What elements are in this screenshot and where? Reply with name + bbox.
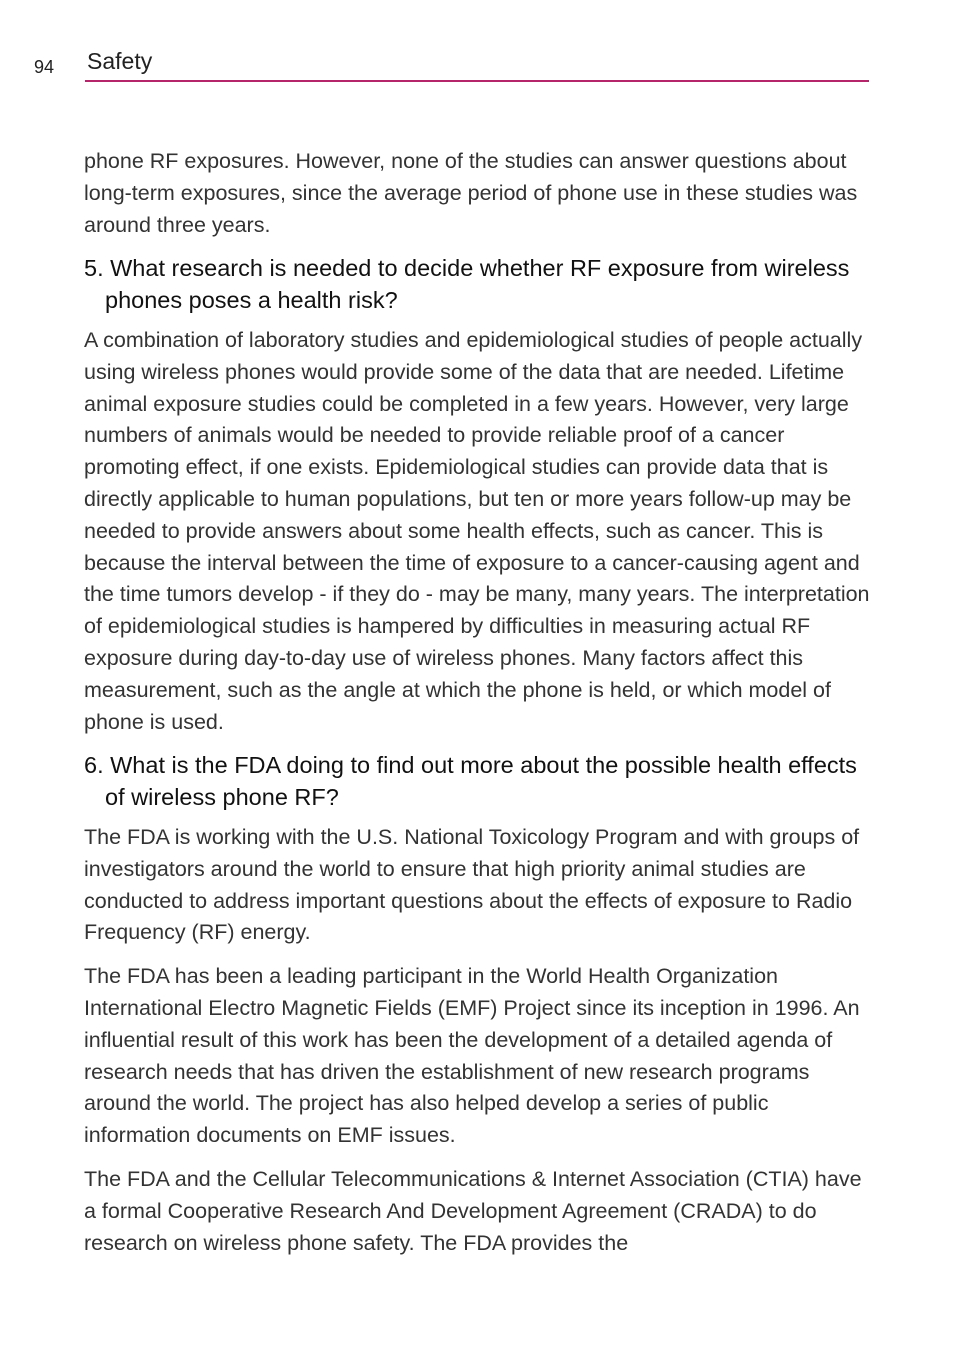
question-5-heading: 5. What research is needed to decide whether RF exposure from wireless phones poses a health risk? [84,255,850,314]
section-title: Safety [87,48,153,74]
question-6-heading: 6. What is the FDA doing to find out more about the possible health effects of wireless phone RF? [84,752,857,811]
question-6-paragraph-2: The FDA has been a leading participant in the World Health Organization International Electro Magnetic Fields (EMF) Project since its inception in 1996. An influential result of this work has been the development of a detailed agenda of research needs that has driven the establishment of new research programs around the world. The project has also helped develop a series of public information documents on EMF issues. [84,964,860,1148]
question-6-paragraph-3: The FDA and the Cellular Telecommunications & Internet Association (CTIA) have a formal Cooperative Research And Development Agreement (CRADA) to do research on wireless phone safety. The FDA provides the [84,1166,862,1255]
question-5-paragraph: A combination of laboratory studies and epidemiological studies of people actually using wireless phones would provide some of the data that are needed. Lifetime animal exposure studies could be completed in a few years. However, very large numbers of animals would be needed to provide reliable proof of a cancer promoting effect, if one exists. Epidemiological studies can provide data that is directly applicable to human populations, but ten or more years follow-up may be needed to provide answers about some health effects, such as cancer. This is because the interval between the time of exposure to a cancer-causing agent and the time tumors develop - if they do - may be many, many years. The interpretation of epidemiological studies is hampered by difficulties in measuring actual RF exposure during day-to-day use of wireless phones. Many factors affect this measurement, such as the angle at which the phone is held, or which model of phone is used. [84,327,870,734]
header-divider [85,80,869,82]
page-number: 94 [34,57,55,77]
page-body [84,146,874,1271]
question-6-paragraph-1: The FDA is working with the U.S. National Toxicology Program and with groups of investigators around the world to ensure that high priority animal studies are conducted to address important questions about the effects of exposure to Radio Frequency (RF) energy. [84,824,860,945]
intro-paragraph: phone RF exposures. However, none of the studies can answer questions about long-term exposures, since the average period of phone use in these studies was around three years. [84,149,858,237]
